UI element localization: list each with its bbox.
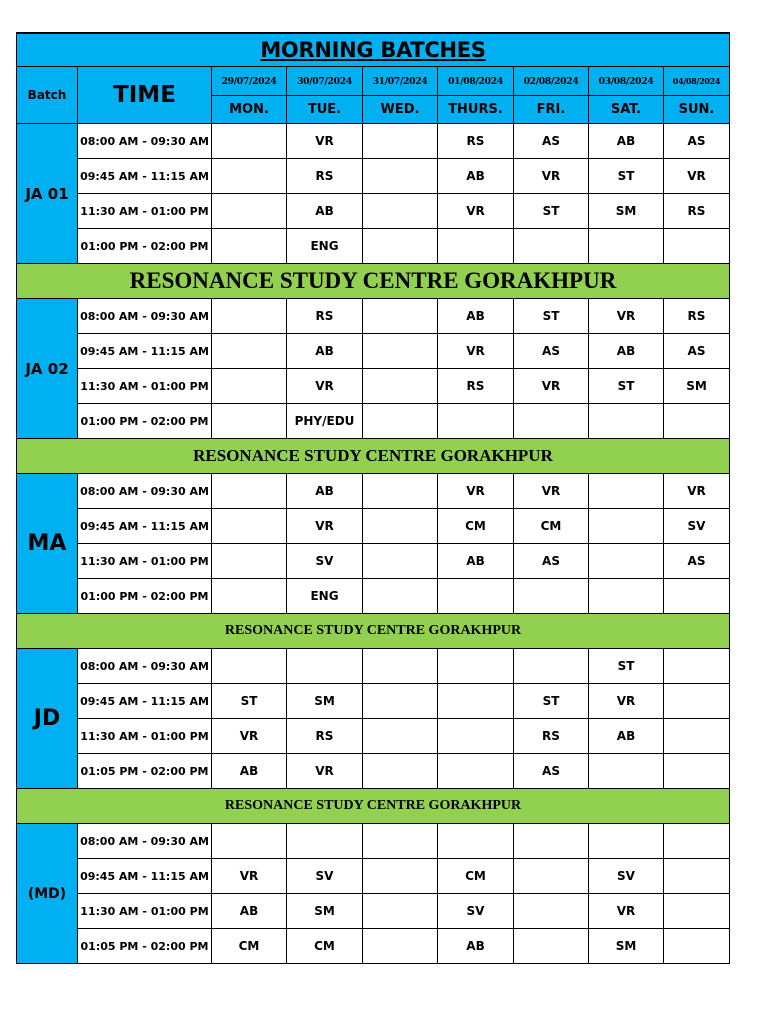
faculty-cell-wed [363,334,438,369]
faculty-cell-sat: AB [589,334,664,369]
faculty-cell-tue: VR [287,754,363,789]
time-slot: 09:45 AM - 11:15 AM [78,684,212,719]
faculty-cell-thu: CM [438,859,514,894]
batch-column-header: Batch [17,67,78,124]
faculty-cell-sun: AS [664,334,730,369]
schedule-row [17,509,730,544]
faculty-cell-tue: CM [287,929,363,964]
time-slot: 09:45 AM - 11:15 AM [78,159,212,194]
faculty-cell-mon [212,124,287,159]
batch-name: JA 01 [17,124,78,264]
faculty-cell-wed [363,509,438,544]
faculty-cell-mon [212,299,287,334]
faculty-cell-wed [363,194,438,229]
centre-banner: RESONANCE STUDY CENTRE GORAKHPUR [17,264,730,299]
schedule-row [17,719,730,754]
faculty-cell-sun [664,719,730,754]
faculty-cell-fri: AS [514,124,589,159]
schedule-row [17,824,730,859]
schedule-row [17,579,730,614]
faculty-cell-thu: RS [438,124,514,159]
faculty-cell-wed [363,579,438,614]
schedule-row [17,474,730,509]
time-slot: 09:45 AM - 11:15 AM [78,334,212,369]
faculty-cell-mon [212,229,287,264]
faculty-cell-tue: VR [287,369,363,404]
date-header-thu: 01/08/2024 [438,67,514,96]
schedule-row [17,859,730,894]
faculty-cell-fri [514,404,589,439]
centre-banner: RESONANCE STUDY CENTRE GORAKHPUR [17,789,730,824]
faculty-cell-fri: VR [514,474,589,509]
faculty-cell-fri [514,859,589,894]
faculty-cell-sat: VR [589,684,664,719]
time-slot: 08:00 AM - 09:30 AM [78,299,212,334]
faculty-cell-wed [363,754,438,789]
faculty-cell-thu [438,754,514,789]
time-slot: 01:00 PM - 02:00 PM [78,229,212,264]
faculty-cell-sat [589,754,664,789]
faculty-cell-sat [589,544,664,579]
faculty-cell-fri: AS [514,334,589,369]
faculty-cell-fri: ST [514,684,589,719]
faculty-cell-fri: ST [514,194,589,229]
time-slot: 08:00 AM - 09:30 AM [78,649,212,684]
faculty-cell-sun [664,404,730,439]
faculty-cell-wed [363,929,438,964]
faculty-cell-tue: SM [287,684,363,719]
time-slot: 08:00 AM - 09:30 AM [78,474,212,509]
faculty-cell-mon: VR [212,719,287,754]
faculty-cell-sun [664,894,730,929]
schedule-row [17,404,730,439]
schedule-row [17,334,730,369]
faculty-cell-fri [514,229,589,264]
faculty-cell-fri: VR [514,159,589,194]
schedule-row [17,649,730,684]
faculty-cell-sun [664,859,730,894]
day-header-wed: WED. [363,96,438,124]
faculty-cell-fri [514,824,589,859]
schedule-row [17,544,730,579]
schedule-row [17,754,730,789]
schedule-row [17,369,730,404]
faculty-cell-thu: AB [438,929,514,964]
faculty-cell-fri [514,894,589,929]
faculty-cell-tue: PHY/EDU [287,404,363,439]
faculty-cell-sat: ST [589,369,664,404]
sheet-title-cell [17,33,730,67]
sheet-title: MORNING BATCHES [260,38,486,62]
faculty-cell-wed [363,544,438,579]
faculty-cell-sun: SV [664,509,730,544]
time-slot: 11:30 AM - 01:00 PM [78,719,212,754]
faculty-cell-thu: VR [438,194,514,229]
faculty-cell-fri: CM [514,509,589,544]
banner-row [17,264,730,299]
faculty-cell-tue: SM [287,894,363,929]
faculty-cell-tue: RS [287,299,363,334]
faculty-cell-sat: AB [589,719,664,754]
faculty-cell-sat [589,404,664,439]
faculty-cell-fri: RS [514,719,589,754]
banner-row [17,439,730,474]
time-slot: 01:05 PM - 02:00 PM [78,929,212,964]
time-slot: 01:05 PM - 02:00 PM [78,754,212,789]
faculty-cell-thu [438,719,514,754]
faculty-cell-mon [212,404,287,439]
faculty-cell-sat: ST [589,649,664,684]
time-slot: 09:45 AM - 11:15 AM [78,859,212,894]
faculty-cell-sun [664,229,730,264]
faculty-cell-thu: VR [438,474,514,509]
faculty-cell-mon [212,474,287,509]
faculty-cell-sun [664,649,730,684]
faculty-cell-thu: AB [438,159,514,194]
batch-name: MA [17,474,78,614]
time-slot: 01:00 PM - 02:00 PM [78,404,212,439]
faculty-cell-sun [664,754,730,789]
faculty-cell-sun: RS [664,194,730,229]
faculty-cell-sat [589,509,664,544]
date-header-sun: 04/08/2024 [664,67,730,96]
faculty-cell-thu [438,684,514,719]
faculty-cell-sat: VR [589,299,664,334]
faculty-cell-wed [363,229,438,264]
faculty-cell-thu: CM [438,509,514,544]
faculty-cell-sun: AS [664,124,730,159]
faculty-cell-tue: ENG [287,579,363,614]
faculty-cell-mon: ST [212,684,287,719]
faculty-cell-mon: CM [212,929,287,964]
faculty-cell-mon [212,649,287,684]
faculty-cell-mon: AB [212,894,287,929]
date-header-wed: 31/07/2024 [363,67,438,96]
faculty-cell-sat [589,824,664,859]
faculty-cell-tue: ENG [287,229,363,264]
faculty-cell-wed [363,404,438,439]
faculty-cell-thu [438,649,514,684]
faculty-cell-thu: SV [438,894,514,929]
faculty-cell-sat: ST [589,159,664,194]
time-column-header: TIME [78,67,212,124]
faculty-cell-tue: VR [287,509,363,544]
faculty-cell-thu [438,579,514,614]
faculty-cell-sun: VR [664,474,730,509]
faculty-cell-tue: SV [287,544,363,579]
faculty-cell-fri: ST [514,299,589,334]
faculty-cell-thu [438,229,514,264]
banner-row [17,614,730,649]
faculty-cell-fri: VR [514,369,589,404]
faculty-cell-sun [664,824,730,859]
faculty-cell-sun: VR [664,159,730,194]
date-header-sat: 03/08/2024 [589,67,664,96]
centre-banner: RESONANCE STUDY CENTRE GORAKHPUR [17,439,730,474]
day-header-mon: MON. [212,96,287,124]
faculty-cell-mon [212,579,287,614]
faculty-cell-tue [287,649,363,684]
batch-name: JA 02 [17,299,78,439]
faculty-cell-sun [664,579,730,614]
faculty-cell-wed [363,299,438,334]
time-slot: 08:00 AM - 09:30 AM [78,824,212,859]
date-header-fri: 02/08/2024 [514,67,589,96]
faculty-cell-tue: SV [287,859,363,894]
faculty-cell-sat [589,229,664,264]
faculty-cell-sat: SM [589,929,664,964]
time-slot: 01:00 PM - 02:00 PM [78,579,212,614]
faculty-cell-tue: RS [287,719,363,754]
day-header-tue: TUE. [287,96,363,124]
faculty-cell-sat: SM [589,194,664,229]
faculty-cell-sun: AS [664,544,730,579]
time-slot: 11:30 AM - 01:00 PM [78,544,212,579]
faculty-cell-wed [363,894,438,929]
time-slot: 11:30 AM - 01:00 PM [78,194,212,229]
time-slot: 11:30 AM - 01:00 PM [78,894,212,929]
faculty-cell-fri [514,579,589,614]
faculty-cell-sun: RS [664,299,730,334]
faculty-cell-mon [212,369,287,404]
day-header-thu: THURS. [438,96,514,124]
faculty-cell-thu: AB [438,299,514,334]
schedule-row [17,684,730,719]
date-header-mon: 29/07/2024 [212,67,287,96]
faculty-cell-thu: AB [438,544,514,579]
faculty-cell-fri: AS [514,544,589,579]
faculty-cell-mon: AB [212,754,287,789]
timetable [16,32,730,964]
faculty-cell-mon [212,334,287,369]
batch-name: JD [17,649,78,789]
time-slot: 11:30 AM - 01:00 PM [78,369,212,404]
faculty-cell-fri [514,929,589,964]
day-header-sun: SUN. [664,96,730,124]
faculty-cell-sun: SM [664,369,730,404]
faculty-cell-mon [212,824,287,859]
schedule-row [17,124,730,159]
schedule-row [17,194,730,229]
faculty-cell-sat: AB [589,124,664,159]
schedule-row [17,894,730,929]
faculty-cell-mon: VR [212,859,287,894]
schedule-row [17,299,730,334]
faculty-cell-wed [363,684,438,719]
faculty-cell-tue: AB [287,334,363,369]
time-slot: 09:45 AM - 11:15 AM [78,509,212,544]
faculty-cell-sat: SV [589,859,664,894]
faculty-cell-fri [514,649,589,684]
faculty-cell-mon [212,194,287,229]
time-slot: 08:00 AM - 09:30 AM [78,124,212,159]
faculty-cell-sun [664,929,730,964]
faculty-cell-wed [363,369,438,404]
faculty-cell-wed [363,859,438,894]
faculty-cell-mon [212,544,287,579]
faculty-cell-tue: AB [287,194,363,229]
faculty-cell-wed [363,474,438,509]
day-header-fri: FRI. [514,96,589,124]
faculty-cell-tue: AB [287,474,363,509]
schedule-row [17,929,730,964]
faculty-cell-wed [363,719,438,754]
centre-banner: RESONANCE STUDY CENTRE GORAKHPUR [17,614,730,649]
faculty-cell-thu: VR [438,334,514,369]
faculty-cell-sat [589,474,664,509]
faculty-cell-wed [363,124,438,159]
date-header-tue: 30/07/2024 [287,67,363,96]
faculty-cell-wed [363,159,438,194]
day-header-sat: SAT. [589,96,664,124]
faculty-cell-thu [438,824,514,859]
banner-row [17,789,730,824]
faculty-cell-thu: RS [438,369,514,404]
faculty-cell-sun [664,684,730,719]
faculty-cell-fri: AS [514,754,589,789]
faculty-cell-sat: VR [589,894,664,929]
faculty-cell-sat [589,579,664,614]
faculty-cell-wed [363,649,438,684]
faculty-cell-wed [363,824,438,859]
schedule-row [17,229,730,264]
schedule-row [17,159,730,194]
faculty-cell-tue [287,824,363,859]
faculty-cell-mon [212,159,287,194]
faculty-cell-tue: VR [287,124,363,159]
batch-name: (MD) [17,824,78,964]
faculty-cell-tue: RS [287,159,363,194]
faculty-cell-thu [438,404,514,439]
faculty-cell-mon [212,509,287,544]
